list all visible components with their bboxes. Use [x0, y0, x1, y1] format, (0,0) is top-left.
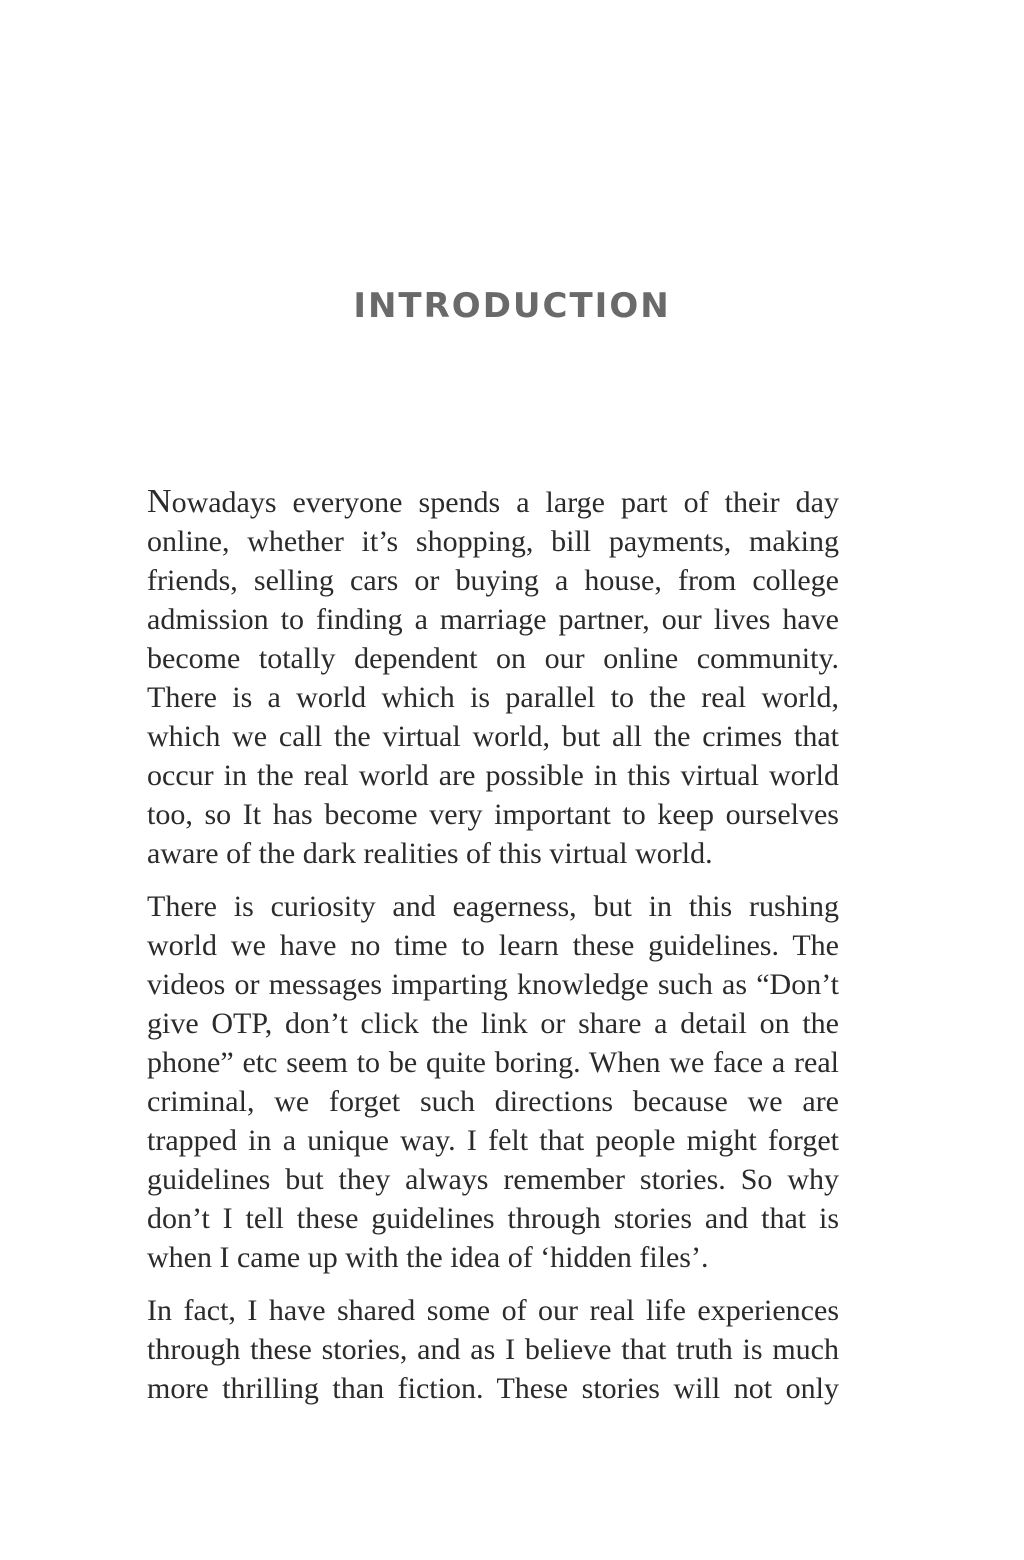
paragraph-2: There is curiosity and eagerness, but in this rushing world we have no time to learn these guidelines. The videos or messages imparting knowledge such as “Don’t give OTP, don’t click the link or share a detail on the phone” etc seem to be quite boring. When we face a real criminal, we forget such directions because we are trapped in a unique way. I felt that people might forget guidelines but they always remember stories. So why don’t I tell these guidelines through stories and that is when I came up with the idea of ‘hidden files’.	[147, 890, 839, 1274]
paragraph-3: In fact, I have shared some of our real life experiences through these stories, and as I believe that truth is much more thrilling than fiction. These stories will not only	[147, 1294, 839, 1405]
chapter-title: INTRODUCTION	[353, 286, 671, 326]
paragraph-1: Nowadays everyone spends a large part of their day online, whether it’s shopping, bill payments, making friends, selling cars or buying a house, from college admission to finding a marriage partner, our lives have become totally dependent on our online community. There is a world which is parallel to the real world, which we call the virtual world, but all the crimes that occur in the real world are possible in this virtual world too, so It has become very important to keep ourselves aware of the dark realities of this virtual world.	[147, 483, 839, 870]
chapter-body	[147, 482, 839, 1422]
